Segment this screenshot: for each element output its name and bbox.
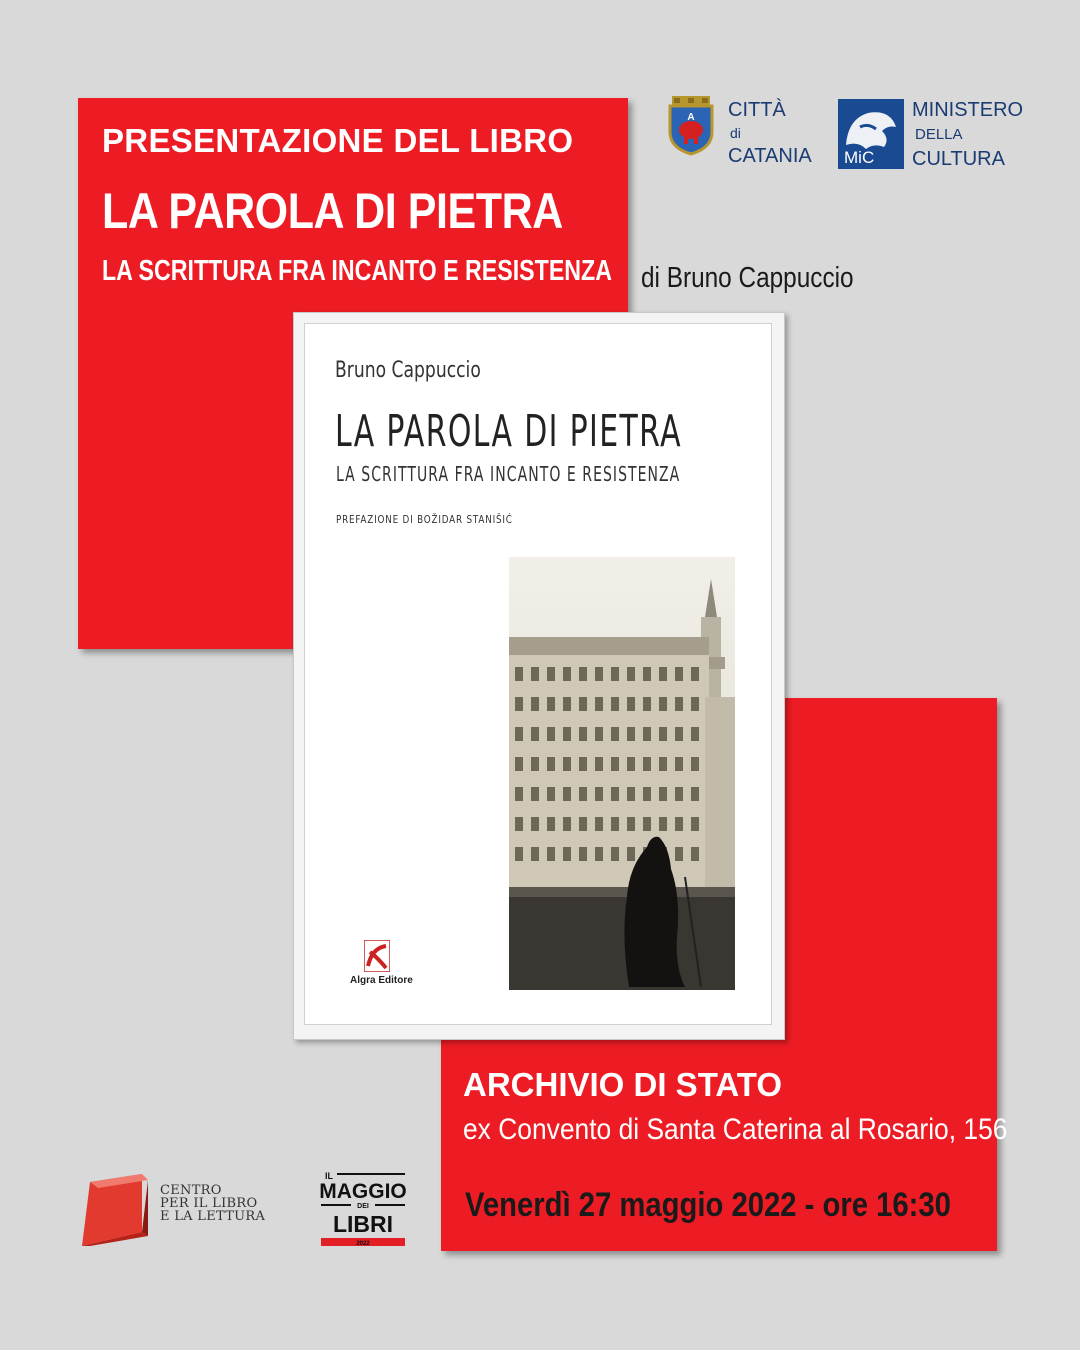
book-publisher: Algra Editore xyxy=(350,975,413,986)
event-title: LA PAROLA DI PIETRA xyxy=(102,183,563,239)
ministero-line1: MINISTERO xyxy=(912,99,1024,121)
book-preface: PREFAZIONE DI BOŽIDAR STANIŠIĆ xyxy=(336,513,513,526)
maggio-dei-libri-logo xyxy=(317,1168,409,1248)
presentation-label: PRESENTAZIONE DEL LIBRO xyxy=(102,122,574,159)
catania-line3: CATANIA xyxy=(728,145,812,167)
event-subtitle: LA SCRITTURA FRA INCANTO E RESISTENZA xyxy=(102,255,612,287)
cepell-line1: CENTRO xyxy=(160,1183,222,1198)
event-datetime: Venerdì 27 maggio 2022 - ore 16:30 xyxy=(465,1186,951,1224)
book-title: LA PAROLA DI PIETRA xyxy=(335,406,682,457)
event-author: di Bruno Cappuccio xyxy=(641,262,854,294)
book-author: Bruno Cappuccio xyxy=(335,358,481,383)
mic-badge: MiC xyxy=(844,148,875,167)
ministero-line3: CULTURA xyxy=(912,148,1005,170)
cepell-line3: E LA LETTURA xyxy=(160,1209,266,1224)
maggio-line1: IL xyxy=(325,1171,333,1181)
catania-line2: di xyxy=(730,125,741,141)
venue-name: ARCHIVIO DI STATO xyxy=(463,1066,783,1103)
cepell-logo-text xyxy=(160,1184,265,1223)
algra-publisher-logo-icon xyxy=(364,940,390,972)
city-building-photo xyxy=(509,557,735,990)
catania-crest-icon xyxy=(666,96,716,156)
ministero-line2: DELLA xyxy=(915,126,963,143)
maggio-line2: MAGGIO xyxy=(319,1180,407,1203)
catania-line1: CITTÀ xyxy=(728,99,786,121)
cepell-line2: PER IL LIBRO xyxy=(160,1196,258,1211)
svg-text:A: A xyxy=(687,112,695,123)
venue-address: ex Convento di Santa Caterina al Rosario, 156 xyxy=(463,1113,1008,1146)
catania-logo-text xyxy=(728,100,812,166)
ministero-logo-text xyxy=(912,100,1023,169)
mic-logo-icon xyxy=(838,99,904,169)
maggio-line4: LIBRI xyxy=(332,1211,394,1237)
maggio-line3: DEI xyxy=(357,1203,369,1210)
cepell-book-icon xyxy=(80,1172,150,1246)
book-subtitle: LA SCRITTURA FRA INCANTO E RESISTENZA xyxy=(336,462,681,486)
maggio-line5: 2022 xyxy=(356,1241,370,1247)
